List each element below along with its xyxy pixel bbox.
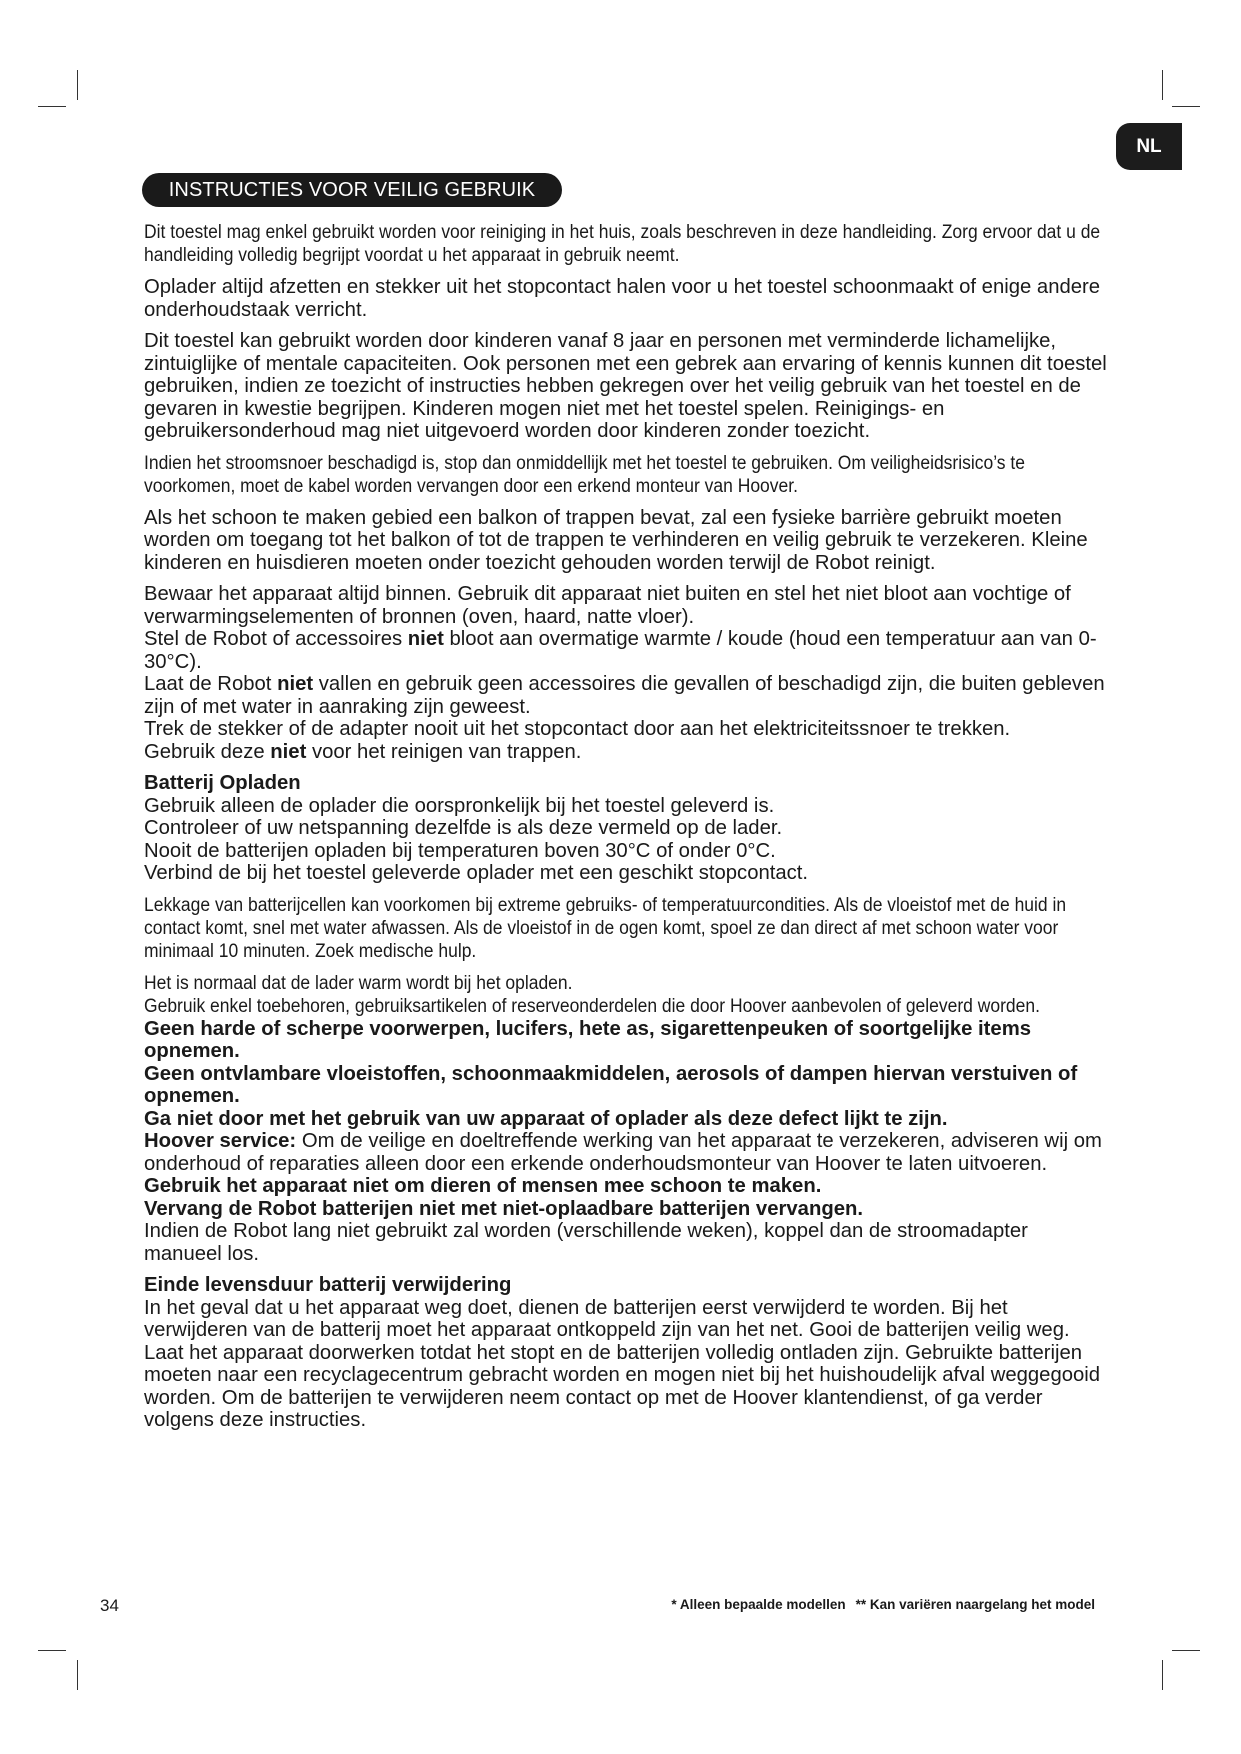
crop-mark	[77, 1660, 78, 1690]
paragraph: Dit toestel kan gebruikt worden door kinderen vanaf 8 jaar en personen met verminderde lichamelijke, zintuiglijke of mentale capaciteiten. Ook personen met een gebrek aan ervaring of kennis kunnen dit toestel gebruiken, indien ze toezicht of instructies hebben gekregen over het veilig gebruik van het toestel en de gevaren in kwestie begrijpen. Kinderen mogen niet met het toestel spelen. Reinigings- en gebruikersonderhoud mag niet uitgevoerd worden door kinderen zonder toezicht.	[144, 330, 1107, 442]
footnote: ** Kan variëren naargelang het model	[855, 1597, 1095, 1612]
crop-mark	[38, 1650, 66, 1651]
warning-bold: Gebruik het apparaat niet om dieren of mensen mee schoon te maken.	[144, 1175, 822, 1197]
text-run: vallen en gebruik geen accessoires die gevallen of beschadigd zijn, die buiten gebleven zijn of met water in aanraking zijn geweest.	[144, 673, 1105, 718]
text-run: Stel de Robot of accessoires	[144, 628, 408, 650]
paragraph	[144, 673, 1109, 718]
paragraph	[144, 1130, 1109, 1175]
warning-bold: Geen ontvlambare vloeistoffen, schoonmaakmiddelen, aerosols of dampen hiervan verstuiven of opnemen.	[144, 1062, 1078, 1107]
warning-bold: Geen harde of scherpe voorwerpen, lucifers, hete as, sigarettenpeuken of soortgelijke items opnemen.	[144, 1017, 1032, 1062]
battery-charging-heading: Batterij Opladen	[144, 772, 301, 794]
paragraph: Trek de stekker of de adapter nooit uit het stopcontact door aan het elektriciteitssnoer te trekken.	[144, 718, 1011, 740]
crop-mark	[1172, 106, 1200, 107]
paragraph: Dit toestel mag enkel gebruikt worden voor reiniging in het huis, zoals beschreven in deze handleiding. Zorg ervoor dat u de handleiding volledig begrijpt voordat u het apparaat in gebruik neemt.	[144, 222, 1101, 266]
paragraph: Lekkage van batterijcellen kan voorkomen bij extreme gebruiks- of temperatuurcondities. Als de vloeistof met de huid in contact komt, snel met water afwassen. Als de vloeistof in de ogen komt, spoel ze dan direct af met schoon water voor minimaal 10 minuten. Zoek medische hulp.	[144, 894, 1067, 962]
battery-line: Gebruik alleen de oplader die oorspronkelijk bij het toestel geleverd is.	[144, 794, 775, 817]
emphasis: niet	[270, 740, 307, 763]
paragraph: Gebruik enkel toebehoren, gebruiksartikelen of reserveonderdelen die door Hoover aanbevolen of geleverd worden.	[144, 995, 1040, 1017]
language-tab: NL	[1116, 123, 1182, 170]
paragraph: Oplader altijd afzetten en stekker uit het stopcontact halen voor u het toestel schoonmaakt of enige andere onderhoudstaak verricht.	[144, 276, 1101, 321]
crop-mark	[1162, 70, 1163, 100]
end-of-life-heading: Einde levensduur batterij verwijdering	[144, 1274, 512, 1296]
emphasis: niet	[277, 673, 314, 695]
battery-line: Verbind de bij het toestel geleverde oplader met een geschikt stopcontact.	[144, 862, 809, 884]
crop-mark	[38, 106, 66, 107]
paragraph: In het geval dat u het apparaat weg doet, dienen de batterijen eerst verwijderd te worden. Bij het verwijderen van de batterij moet het apparaat ontkoppeld zijn van het net. Gooi de batterijen veilig weg. Laat het apparaat doorwerken totdat het stopt en de batterijen volledig ontladen zijn. Gebruikte batterijen moeten naar een recyclagecentrum gebracht worden en mogen niet bij het huishoudelijk afval weggegooid worden. Om de batterijen te verwijderen neem contact op met de Hoover klantendienst, of ga verder volgens deze instructies.	[144, 1296, 1101, 1431]
text-run: Gebruik deze	[144, 740, 271, 763]
section-title: INSTRUCTIES VOOR VEILIG GEBRUIK	[142, 173, 562, 207]
warning-bold: Vervang de Robot batterijen niet met niet-oplaadbare batterijen vervangen.	[144, 1197, 864, 1220]
crop-mark	[1172, 1650, 1200, 1651]
text-run: bloot aan overmatige warmte / koude (houd een temperatuur aan van 0-30°C).	[144, 628, 1097, 673]
text-run: Om de veilige en doeltreffende werking van het apparaat te verzekeren, adviseren wij om onderhoud of reparaties alleen door een erkende onderhoudsmonteur van Hoover te laten uitvoeren.	[144, 1130, 1102, 1175]
paragraph: Bewaar het apparaat altijd binnen. Gebruik dit apparaat niet buiten en stel het niet bloot aan vochtige of verwarmingselementen of bronnen (oven, haard, natte vloer).	[144, 583, 1071, 628]
paragraph: Het is normaal dat de lader warm wordt bij het opladen.	[144, 972, 573, 994]
paragraph	[144, 741, 1109, 764]
service-label: Hoover service:	[144, 1130, 297, 1152]
battery-line: Controleer of uw netspanning dezelfde is als deze vermeld op de lader.	[144, 817, 783, 839]
paragraph: Als het schoon te maken gebied een balkon of trappen bevat, zal een fysieke barrière gebruikt moeten worden om toegang tot het balkon of tot de trappen te verhinderen en veilig gebruik te verzekeren. Kleine kinderen en huisdieren moeten onder toezicht gehouden worden terwijl de Robot reinigt.	[144, 506, 1088, 574]
emphasis: niet	[407, 628, 444, 650]
page-number: 34	[100, 1596, 119, 1615]
text-run: Laat de Robot	[144, 673, 278, 695]
paragraph: Indien het stroomsnoer beschadigd is, stop dan onmiddellijk met het toestel te gebruiken. Om veiligheidsrisico’s te voorkomen, moet de kabel worden vervangen door een erkend monteur van Hoover.	[144, 452, 1025, 497]
crop-mark	[1162, 1660, 1163, 1690]
crop-mark	[77, 70, 78, 100]
document-body	[144, 221, 1109, 1432]
paragraph	[144, 628, 1109, 673]
paragraph: Indien de Robot lang niet gebruikt zal worden (verschillende weken), koppel dan de stroomadapter manueel los.	[144, 1220, 1028, 1265]
footnotes	[661, 1597, 1095, 1612]
text-run: voor het reinigen van trappen.	[306, 740, 582, 763]
battery-line: Nooit de batterijen opladen bij temperaturen boven 30°C of onder 0°C.	[144, 839, 776, 862]
footnote: * Alleen bepaalde modellen	[671, 1597, 846, 1612]
warning-bold: Ga niet door met het gebruik van uw apparaat of oplader als deze defect lijkt te zijn.	[144, 1107, 948, 1130]
